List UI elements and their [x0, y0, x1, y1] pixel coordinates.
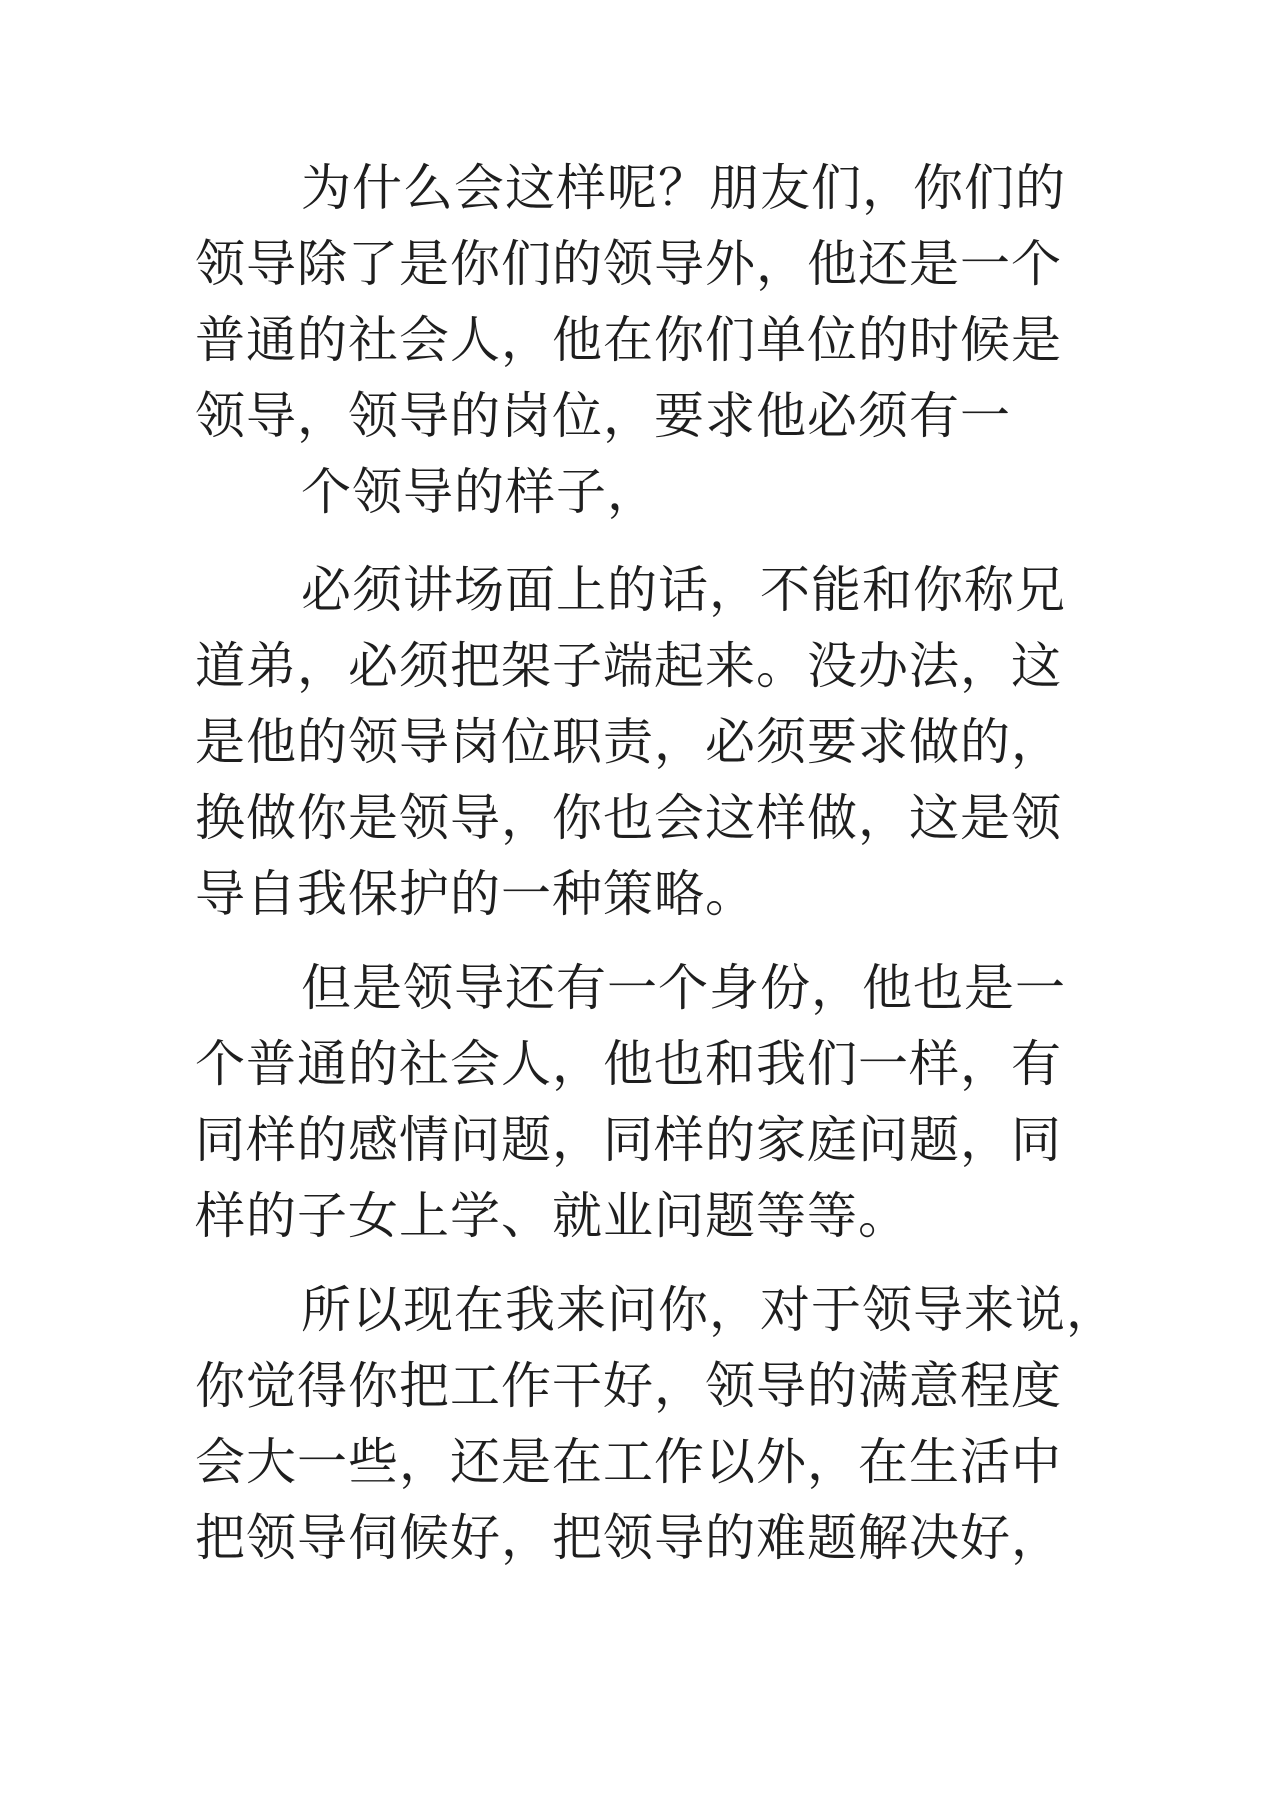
text-line: 个普通的社会人，他也和我们一样，有 — [195, 1035, 1062, 1093]
text-line: 个领导的样子， — [301, 463, 658, 521]
text-line: 领导，领导的岗位，要求他必须有一 — [195, 387, 1011, 445]
text-line: 把领导伺候好，把领导的难题解决好， — [195, 1509, 1062, 1567]
text-line: 领导除了是你们的领导外，他还是一个 — [195, 235, 1062, 293]
text-line: 普通的社会人，他在你们单位的时候是 — [195, 311, 1062, 369]
text-line: 必须讲场面上的话，不能和你称兄 — [301, 561, 1066, 619]
paragraph-3 — [195, 950, 1095, 1254]
text-line: 道弟，必须把架子端起来。没办法，这 — [195, 637, 1062, 695]
text-line: 所以现在我来问你，对于领导来说， — [301, 1281, 1117, 1339]
text-line: 导自我保护的一种策略。 — [195, 865, 756, 923]
text-line: 你觉得你把工作干好，领导的满意程度 — [195, 1357, 1062, 1415]
text-line: 为什么会这样呢？朋友们，你们的 — [301, 159, 1066, 217]
text-line: 会大一些，还是在工作以外，在生活中 — [195, 1433, 1062, 1491]
paragraph-1 — [195, 150, 1095, 530]
text-line: 样的子女上学、就业问题等等。 — [195, 1187, 909, 1245]
paragraph-4 — [195, 1272, 1117, 1576]
text-line: 是他的领导岗位职责，必须要求做的， — [195, 713, 1062, 771]
text-line: 换做你是领导，你也会这样做，这是领 — [195, 789, 1062, 847]
text-line: 但是领导还有一个身份，他也是一 — [301, 959, 1066, 1017]
text-line: 同样的感情问题，同样的家庭问题，同 — [195, 1111, 1062, 1169]
paragraph-2 — [195, 552, 1095, 932]
